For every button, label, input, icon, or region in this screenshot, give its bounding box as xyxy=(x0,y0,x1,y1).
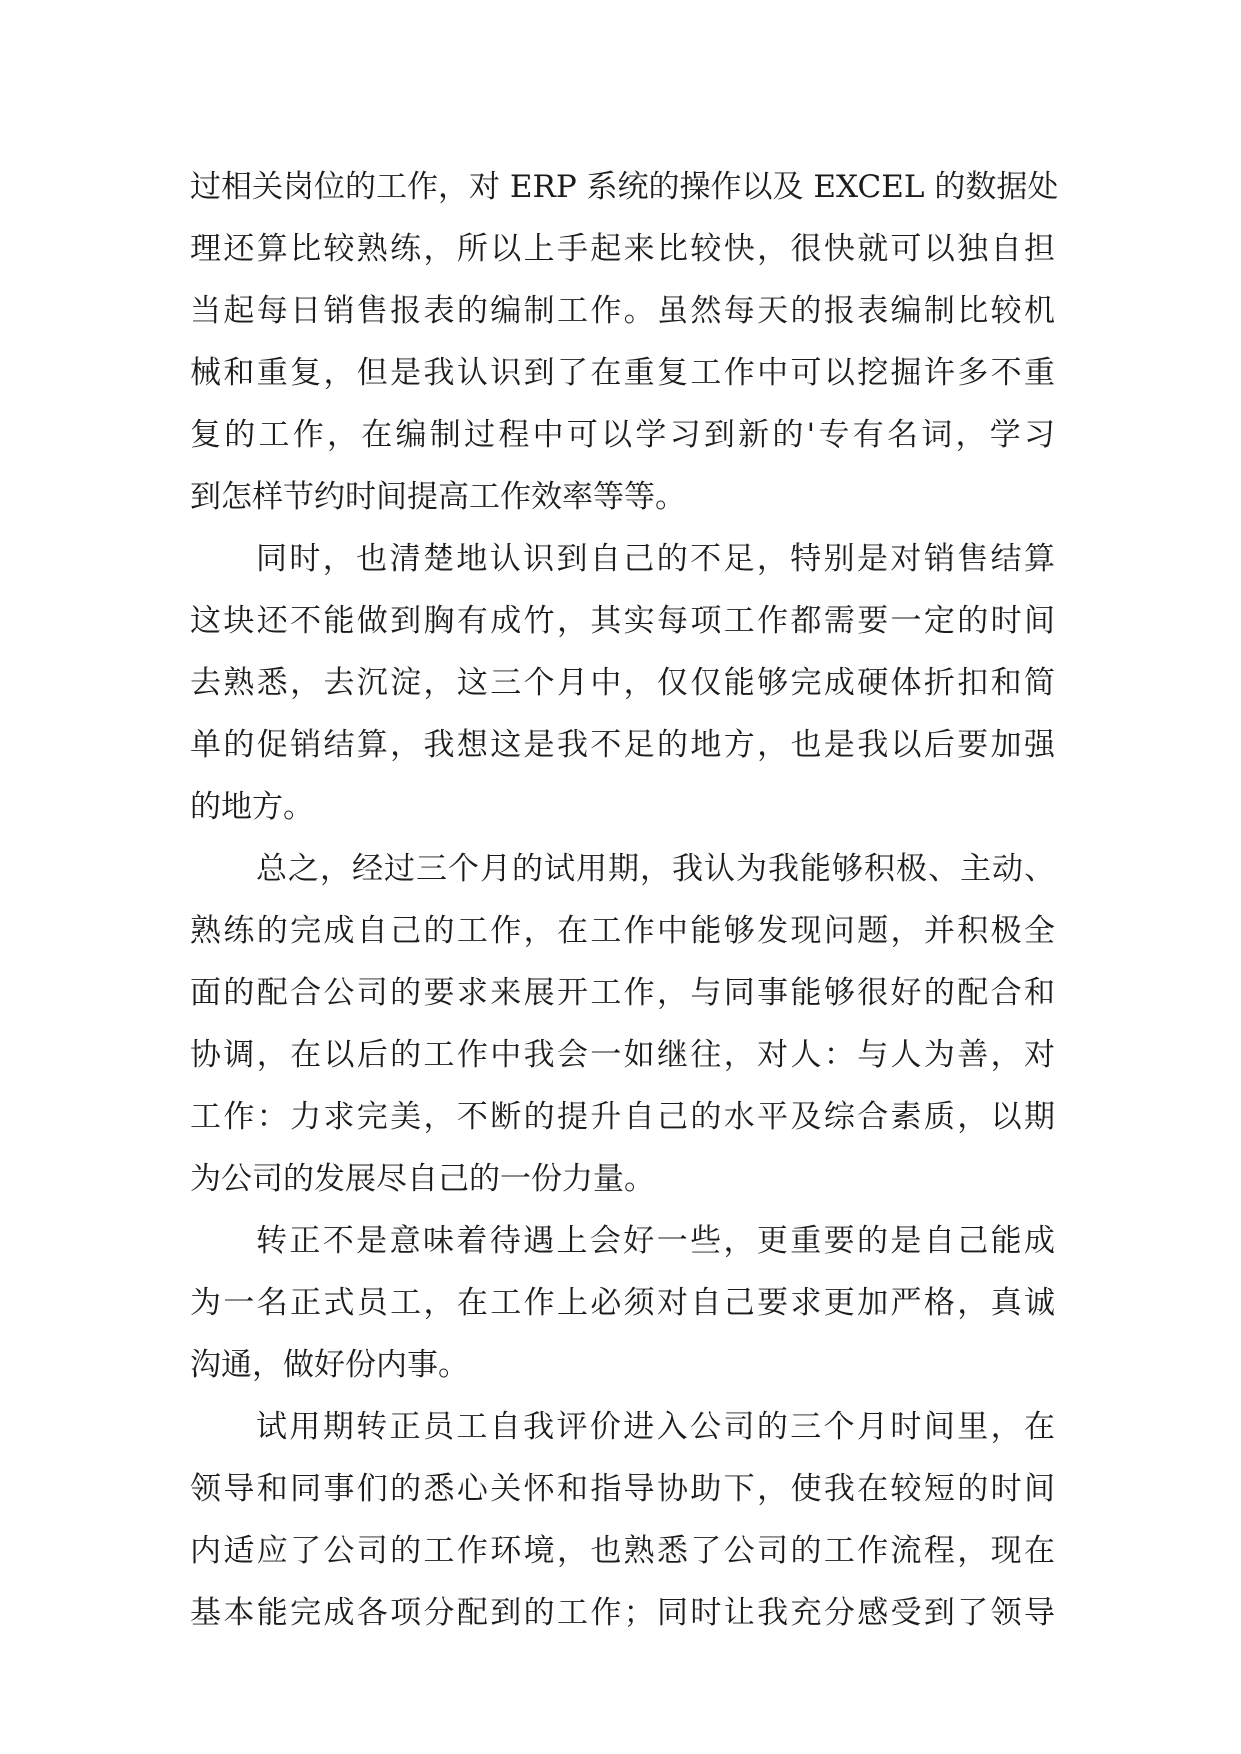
text-line: 熟练的完成自己的工作，在工作中能够发现问题，并积极全 xyxy=(190,913,1055,949)
text-line: 当起每日销售报表的编制工作。虽然每天的报表编制比较机 xyxy=(190,293,1055,329)
text-line: 为一名正式员工，在工作上必须对自己要求更加严格，真诚 xyxy=(190,1285,1055,1321)
text-line: 总之，经过三个月的试用期，我认为我能够积极、主动、 xyxy=(256,851,1055,887)
text-line: 沟通，做好份内事。 xyxy=(190,1347,469,1383)
text-line: 面的配合公司的要求来展开工作，与同事能够很好的配合和 xyxy=(190,975,1055,1011)
text-line: 基本能完成各项分配到的工作；同时让我充分感受到了领导 xyxy=(190,1595,1055,1631)
text-line: 去熟悉，去沉淀，这三个月中，仅仅能够完成硬体折扣和简 xyxy=(190,665,1055,701)
text-line: 单的促销结算，我想这是我不足的地方，也是我以后要加强 xyxy=(190,727,1055,763)
text-line: 到怎样节约时间提高工作效率等等。 xyxy=(190,479,686,515)
text-line: 同时，也清楚地认识到自己的不足，特别是对销售结算 xyxy=(256,541,1055,577)
text-line: 协调，在以后的工作中我会一如继往，对人：与人为善，对 xyxy=(190,1037,1055,1073)
text-line: 试用期转正员工自我评价进入公司的三个月时间里，在 xyxy=(256,1409,1055,1445)
text-line: 领导和同事们的悉心关怀和指导协助下，使我在较短的时间 xyxy=(190,1471,1055,1507)
text-line: 复的工作，在编制过程中可以学习到新的'专有名词，学习 xyxy=(190,417,1055,453)
text-line: 理还算比较熟练，所以上手起来比较快，很快就可以独自担 xyxy=(190,231,1055,267)
text-line: 过相关岗位的工作，对 ERP 系统的操作以及 EXCEL 的数据处 xyxy=(190,169,1059,205)
document-body xyxy=(190,156,1059,1644)
text-line: 的地方。 xyxy=(190,789,314,825)
text-line: 械和重复，但是我认识到了在重复工作中可以挖掘许多不重 xyxy=(190,355,1055,391)
text-line: 转正不是意味着待遇上会好一些，更重要的是自己能成 xyxy=(256,1223,1055,1259)
text-line: 这块还不能做到胸有成竹，其实每项工作都需要一定的时间 xyxy=(190,603,1055,639)
text-line: 工作：力求完美，不断的提升自己的水平及综合素质，以期 xyxy=(190,1099,1055,1135)
text-line: 为公司的发展尽自己的一份力量。 xyxy=(190,1161,655,1197)
text-line: 内适应了公司的工作环境，也熟悉了公司的工作流程，现在 xyxy=(190,1533,1055,1569)
